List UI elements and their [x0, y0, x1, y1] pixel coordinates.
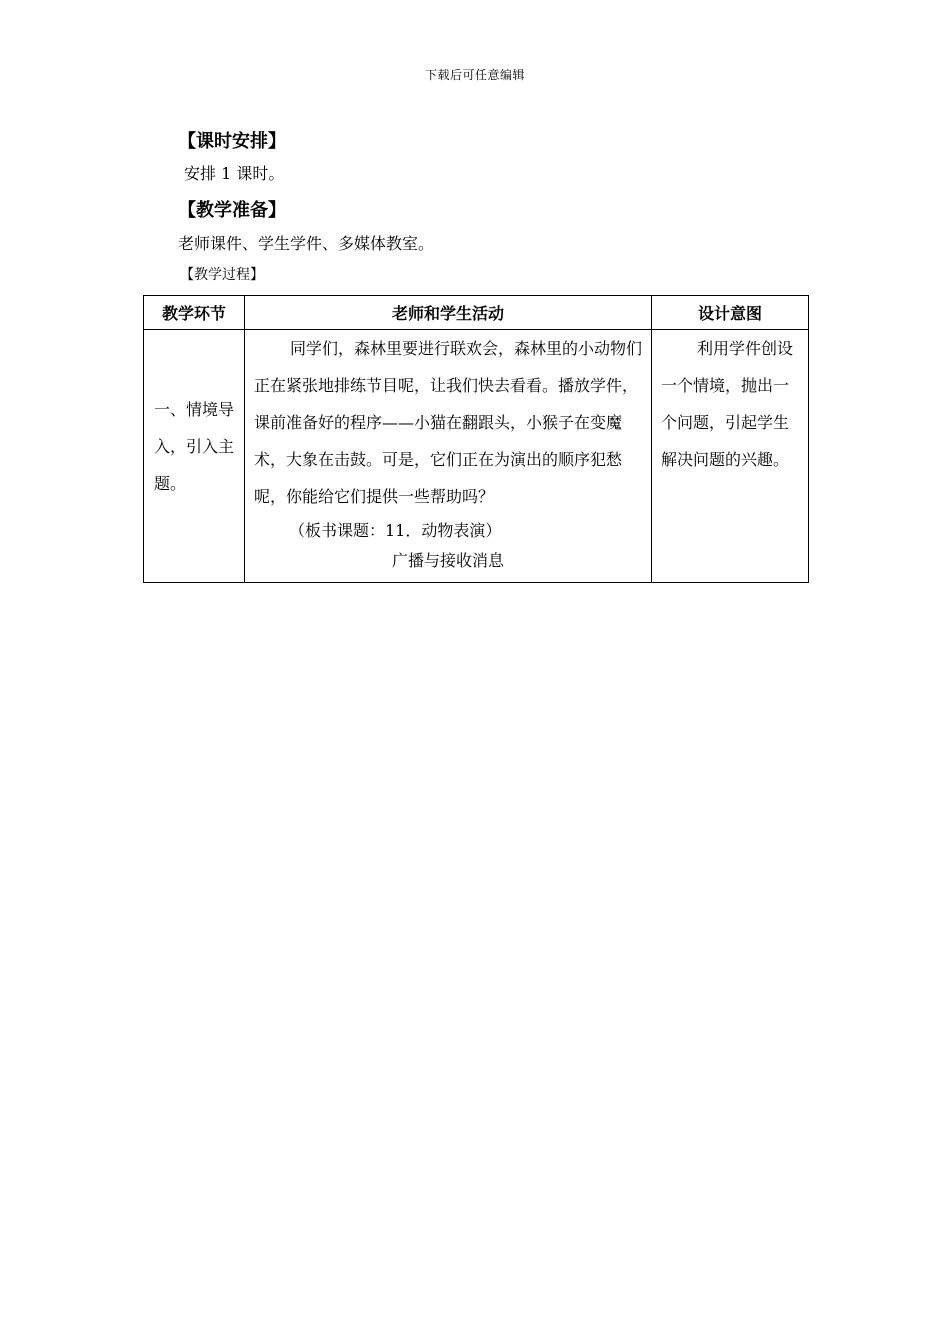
activity-subtitle: 广播与接收消息 [391, 551, 504, 570]
table-header-row [144, 296, 809, 330]
header-intent: 设计意图 [652, 296, 809, 330]
intent-text: 利用学件创设一个情境，抛出一个问题，引起学生解决问题的兴趣。 [661, 339, 794, 469]
prep-text: 老师课件、学生学件、多媒体教室。 [178, 234, 435, 253]
header-activity: 老师和学生活动 [245, 296, 652, 330]
stage-text: 一、情境导入，引入主题。 [154, 400, 235, 493]
table-row [144, 330, 809, 583]
activity-text: 同学们，森林里要进行联欢会，森林里的小动物们正在紧张地排练节目呢，让我们快去看看。播放学件，课前准备好的程序——小猫在翻跟头，小猴子在变魔术，大象在击鼓。可是，它们正在为演出的顺序犯愁呢，你能给它们提供一些帮助吗？ [254, 339, 643, 506]
stage-cell [144, 330, 245, 583]
board-title: （板书课题：11．动物表演） [289, 521, 502, 540]
page-header: 下载后可任意编辑 [424, 68, 525, 82]
header-stage: 教学环节 [144, 296, 245, 330]
prep-heading: 【教学准备】 [178, 200, 286, 221]
process-heading: 【教学过程】 [180, 267, 264, 283]
schedule-text: 安排 1 课时。 [184, 164, 285, 183]
activity-cell [245, 330, 652, 583]
lesson-process-table [143, 295, 809, 583]
schedule-heading: 【课时安排】 [178, 131, 286, 152]
intent-cell [652, 330, 809, 583]
